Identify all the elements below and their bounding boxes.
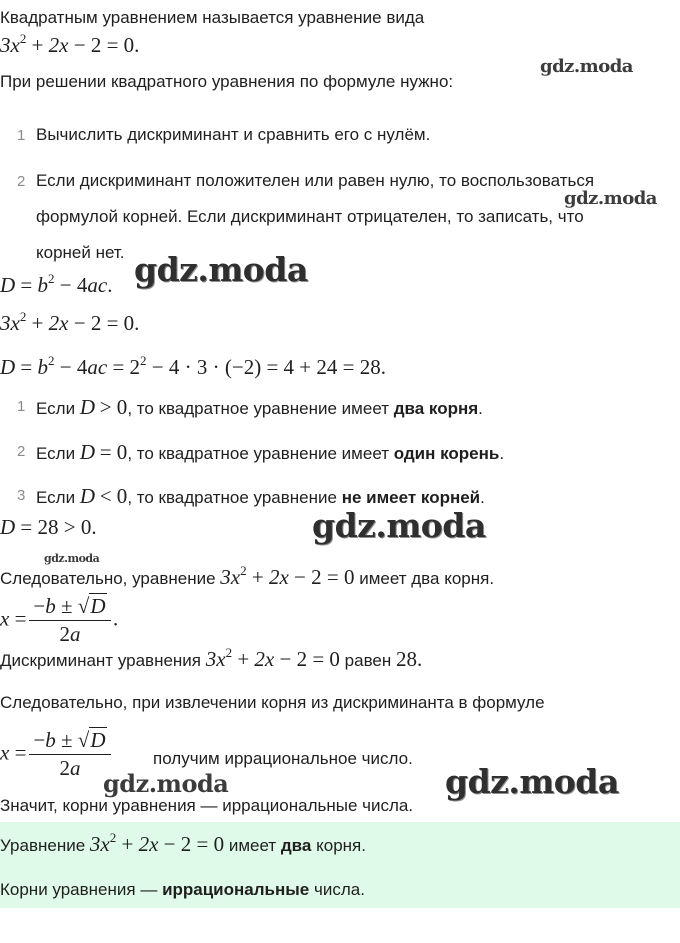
watermark: gdz.moda bbox=[103, 769, 229, 798]
answer-line-1: Уравнение $3x^2 + 2x - 2 = 0$ имеет два корня. bbox=[0, 830, 366, 856]
step-number: 1 bbox=[17, 127, 26, 144]
roots-formula: x = $\frac{-b \pm √D}{2a}$ . bbox=[0, 594, 119, 646]
step-number: 2 bbox=[17, 173, 26, 190]
discriminant-calculation: $D = b^2 - 4ac = 2^2 - 4 \cdot 3 \cdot (-2) = 4 + 24 = 28$. bbox=[0, 353, 386, 379]
case-text: Если D = 0, то квадратное уравнение имеет один корень. bbox=[36, 440, 505, 464]
discriminant-statement: Дискриминант уравнения $3x^2 + 2x - 2 = 0$ равен 28. bbox=[0, 645, 423, 671]
step-text: Вычислить дискриминант и сравнить его с нулём. bbox=[36, 125, 431, 144]
equation-form: $3x^2 + 2x - 2 = 0$. bbox=[0, 31, 140, 57]
method-intro: При решении квадратного уравнения по формуле нужно: bbox=[0, 72, 454, 91]
step-text: формулой корней. Если дискриминант отрицателен, то записать, что bbox=[36, 207, 584, 226]
watermark: gdz.moda bbox=[540, 56, 633, 77]
watermark: gdz.moda bbox=[134, 250, 308, 289]
discriminant-formula: $D = b^2 - 4ac$. bbox=[0, 271, 113, 297]
given-equation: $3x^2 + 2x - 2 = 0$. bbox=[0, 309, 140, 335]
case-number: 2 bbox=[17, 443, 26, 460]
irrational-roots-statement: Значит, корни уравнения — иррациональные числа. bbox=[0, 796, 414, 815]
watermark: gdz.moda bbox=[445, 762, 619, 801]
conclusion-two-roots: Следовательно, уравнение $3x^2 + 2x - 2 = 0$ имеет два корня. bbox=[0, 563, 495, 589]
answer-line-2: Корни уравнения — иррациональные числа. bbox=[0, 880, 365, 899]
intro-text: Квадратным уравнением называется уравнение вида bbox=[0, 8, 425, 27]
irrational-statement: получим иррациональное число. bbox=[153, 749, 413, 768]
case-text: Если D > 0, то квадратное уравнение имеет два корня. bbox=[36, 395, 483, 419]
extract-statement: Следовательно, при извлечении корня из дискриминанта в формуле bbox=[0, 693, 545, 712]
roots-formula: x = $\frac{-b \pm √D}{2a}$ bbox=[0, 728, 114, 781]
watermark: gdz.moda bbox=[44, 552, 100, 565]
step-text: Если дискриминант положителен или равен нулю, то воспользоваться bbox=[36, 171, 595, 190]
step-text: корней нет. bbox=[36, 243, 125, 262]
watermark: gdz.moda bbox=[564, 188, 657, 209]
discriminant-value: D = 28 > 0. bbox=[0, 515, 97, 539]
case-text: Если D < 0, то квадратное уравнение не имеет корней. bbox=[36, 484, 485, 508]
case-number: 1 bbox=[17, 398, 26, 415]
watermark: gdz.moda bbox=[312, 506, 486, 545]
case-number: 3 bbox=[17, 487, 26, 504]
